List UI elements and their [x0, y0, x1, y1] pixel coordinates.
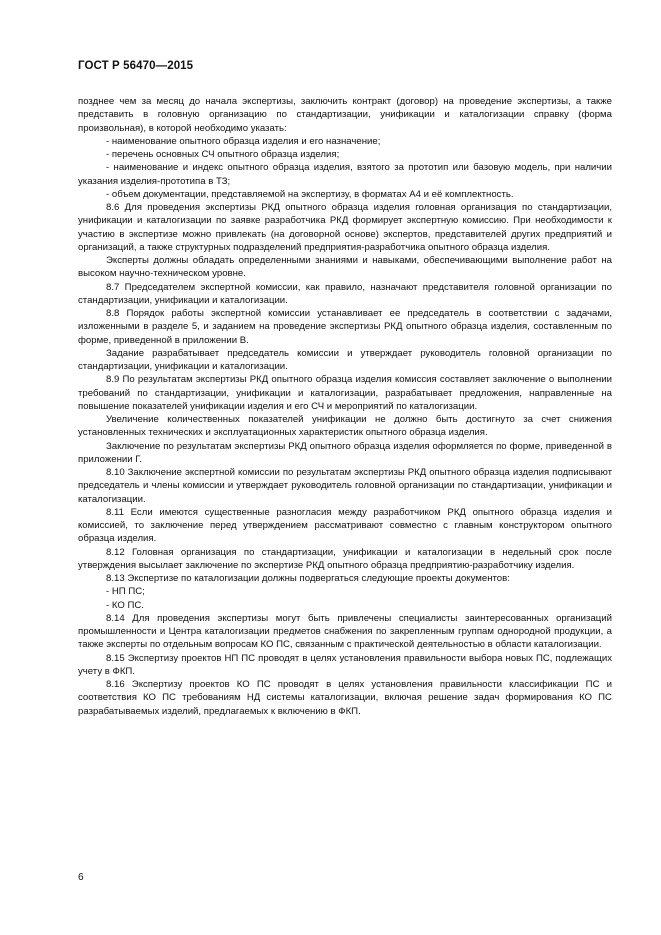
document-header: [78, 60, 193, 72]
list-item: - НП ПС;: [106, 586, 145, 598]
list-item: - КО ПС.: [106, 599, 144, 611]
body-paragraph: позднее чем за месяц до начала экспертизы, заключить контракт (договор) на проведение экспертизы, а также представить в головную организацию по стандартизации, унификации и каталогизации справку (форма произвольная), в которой необходимо указать:: [78, 96, 612, 134]
clause-8-6: 8.6 Для проведения экспертизы РКД опытного образца изделия головная организация по стандартизации, унификации и каталогизации по заявке разработчика РКД формирует экспертную комиссию. При необходимости к участию в экспертизе можно привлекать (на договорной основе) экспертов, представителей других предприятий и организаций, а также структурных подразделений предприятия-разработчика опытного образца изделия.: [78, 202, 612, 253]
list-item: - наименование опытного образца изделия и его назначение;: [106, 135, 381, 147]
list-item: - перечень основных СЧ опытного образца изделия;: [106, 149, 340, 160]
clause-8-7: 8.7 Председателем экспертной комиссии, как правило, назначают представителя головной организации по стандартизации, унификации и каталогизации.: [78, 281, 612, 306]
body-paragraph: Задание разрабатывает председатель комиссии и утверждает руководитель головной организации по стандартизации, унификации и каталогизации.: [78, 347, 612, 372]
page-number: 6: [78, 872, 84, 883]
list-item: - наименование и индекс опытного образца изделия, взятого за прототип или базовую модель, при наличии указания изделия-прототипа в ТЗ;: [78, 162, 612, 187]
clause-8-14: 8.14 Для проведения экспертизы могут быть привлечены специалисты заинтересованных организаций промышленности и Центра каталогизации предметов снабжения по закрепленным группам однородной продукции, а также эксперты по отдельным вопросам КО ПС, связанным с практической деятельностью в области каталогизации.: [78, 612, 612, 651]
list-item: - объем документации, представляемой на экспертизу, в форматах А4 и её комплектность.: [106, 188, 514, 200]
clause-8-16: 8.16 Экспертизу проектов КО ПС проводят в целях установления правильности классификации ПС и соответствия КО ПС требованиям НД системы каталогизации, включая решение задач формирования КО ПС разрабатываемых изделий, предлагаемых к включению в ФКП.: [78, 679, 612, 717]
body-paragraph: Эксперты должны обладать определенными знаниями и навыками, обеспечивающими выполнение работ на высоком научно-техническом уровне.: [78, 255, 612, 280]
standard-designation: ГОСТ Р 56470—2015: [78, 60, 194, 72]
clause-8-12: 8.12 Головная организация по стандартизации, унификации и каталогизации в недельный срок после утверждения высылает заключение по экспертизе РКД опытного образца предприятию-разработчику изделия.: [78, 546, 612, 571]
body-paragraph: Увеличение количественных показателей унификации не должно быть достигнуто за счет снижения установленных технических и эксплуатационных характеристик опытного образца изделия.: [78, 414, 612, 439]
clause-8-15: 8.15 Экспертизу проектов НП ПС проводят в целях установления правильности выбора новых ПС, подлежащих учету в ФКП.: [78, 652, 612, 677]
clause-8-13: 8.13 Экспертизе по каталогизации должны подвергаться следующие проекты документов:: [106, 573, 510, 584]
document-body: [78, 95, 612, 718]
clause-8-8: 8.8 Порядок работы экспертной комиссии устанавливает ее председатель в соответствии с задачами, изложенными в разделе 5, и заданием на проведение экспертизы РКД опытного образца изделия, составленным по форме, приведенной в приложении В.: [78, 308, 612, 346]
body-paragraph: Заключение по результатам экспертизы РКД опытного образца изделия оформляется по форме, приведенной в приложении Г.: [78, 440, 612, 465]
clause-8-10: 8.10 Заключение экспертной комиссии по результатам экспертизы РКД опытного образца изделия подписывают председатель и члены комиссии и утверждает руководитель головной организации по стандартизации, унификации и каталогизации.: [78, 467, 612, 505]
clause-8-11: 8.11 Если имеются существенные разногласия между разработчиком РКД опытного образца изделия и комиссией, то заключение перед утверждением рассматривают совместно с главным конструктором опытного образца изделия.: [78, 506, 612, 545]
clause-8-9: 8.9 По результатам экспертизы РКД опытного образца изделия комиссия составляет заключение о выполнении требований по стандартизации, унификации и каталогизации, разрабатывает предложения, направленные на повышение показателей унификации изделия и его СЧ и мероприятий по каталогизации.: [78, 374, 612, 412]
